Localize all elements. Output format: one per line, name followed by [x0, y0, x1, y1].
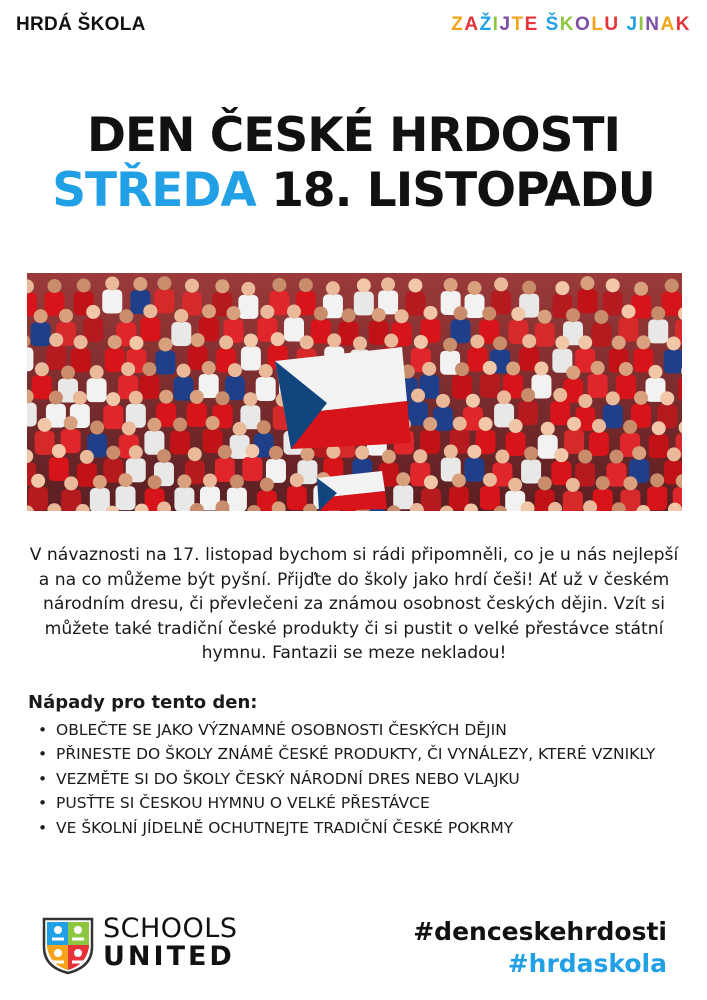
bullet-icon: •: [38, 794, 48, 813]
list-item: • PUSŤTE SI ČESKOU HYMNU O VELKÉ PŘESTÁVCE: [34, 791, 655, 815]
slogan-letter: Ž: [479, 14, 493, 35]
slogan-letter: Š: [545, 14, 560, 35]
slogan-letter: K: [675, 14, 691, 35]
slogan-letter: I: [492, 14, 500, 35]
czech-flag-small: [317, 471, 387, 511]
logo-line-1: SCHOOLS: [103, 913, 238, 944]
page-title: DEN ČESKÉ HRDOSTI: [86, 108, 621, 163]
slogan-letter: T: [511, 14, 525, 35]
list-item: • OBLEČTE SE JAKO VÝZNAMNÉ OSOBNOSTI ČESKÝCH DĚJIN: [34, 718, 655, 742]
logo-line-2: UNITED: [103, 941, 235, 972]
slogan: [451, 14, 691, 36]
slogan-letter: J: [626, 14, 639, 35]
ideas-list: [34, 718, 655, 840]
slogan-letter: K: [559, 14, 576, 35]
hashtag-hrda-skola: #hrdaskola: [507, 949, 667, 978]
date-text: 18. LISTOPADU: [271, 163, 655, 218]
slogan-letter: U: [604, 14, 620, 35]
description-paragraph: V návaznosti na 17. listopad bychom si rádi připomněli, co je u nás nejlepší a na co můžeme být pyšní. Přijďte do školy jako hrdí češi! Ať už v českém národním dresu, či převlečeni za známou osobnost českých dějin. Vzít si můžete také tradiční české produkty či si pustit o velké přestávce státní hymnu. Fantazii se meze nekladou!: [29, 545, 679, 663]
slogan-letter: E: [524, 14, 539, 35]
hashtags: [413, 916, 667, 980]
slogan-letter: A: [660, 14, 676, 35]
list-item: • VEZMĚTE SI DO ŠKOLY ČESKÝ NÁRODNÍ DRES NEBO VLAJKU: [34, 767, 655, 791]
crowd-photo-illustration: [27, 273, 682, 511]
bullet-icon: •: [38, 745, 48, 764]
slogan-letter: I: [638, 14, 646, 35]
school-label: HRDÁ ŠKOLA: [16, 14, 146, 35]
ideas-heading: Nápady pro tento den:: [28, 692, 258, 713]
logo-wordmark: [103, 915, 237, 971]
hashtag-den-ceske-hrdosti: #denceskehrdosti: [413, 917, 667, 946]
crowd-photo: [27, 273, 682, 511]
weekday-highlight: STŘEDA: [52, 163, 256, 218]
slogan-letter: Z: [451, 14, 465, 35]
bullet-icon: •: [38, 769, 48, 788]
list-item: • VE ŠKOLNÍ JÍDELNĚ OCHUTNEJTE TRADIČNÍ ČESKÉ POKRMY: [34, 816, 655, 840]
slogan-letter: A: [464, 14, 480, 35]
czech-flag: [275, 347, 411, 449]
bullet-icon: •: [38, 721, 48, 739]
page-subtitle: [0, 163, 707, 218]
slogan-letter: O: [575, 14, 592, 35]
bullet-icon: •: [38, 818, 48, 837]
slogan-letter: N: [645, 14, 661, 35]
slogan-letter: [539, 14, 546, 35]
slogan-letter: J: [499, 14, 512, 35]
slogan-letter: L: [591, 14, 605, 35]
list-item: • PŘINESTE DO ŠKOLY ZNÁMÉ ČESKÉ PRODUKTY, ČI VYNÁLEZY, KTERÉ VZNIKLY: [34, 742, 655, 766]
schools-united-logo-icon: [40, 915, 96, 975]
